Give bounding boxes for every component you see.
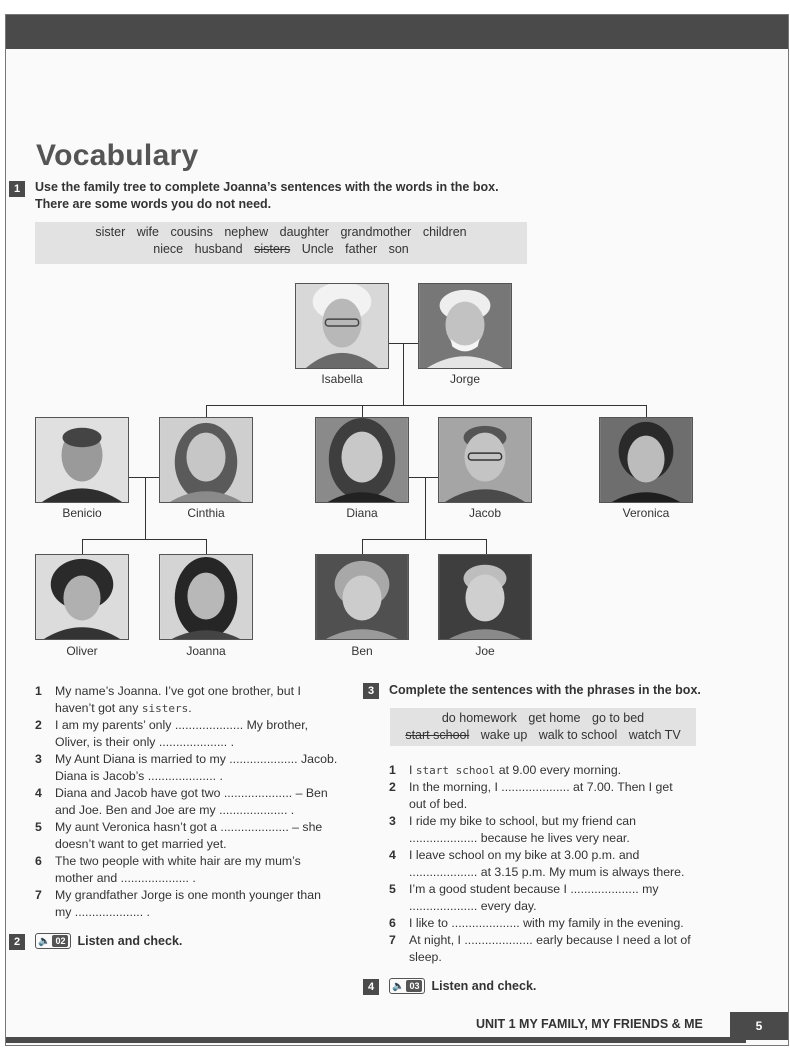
sentence-number: 6 (35, 854, 42, 868)
sentence-number: 4 (389, 848, 396, 862)
track-number: 02 (52, 935, 68, 947)
sentence-line: .................... every day. (409, 899, 537, 913)
sentence-line: My name’s Joanna. I’ve got one brother, but I (55, 684, 301, 698)
photo-joe (438, 554, 532, 640)
exercise-4-number: 4 (363, 979, 379, 995)
sentence-line: I leave school on my bike at 3.00 p.m. and (409, 848, 640, 862)
tree-line (403, 343, 404, 405)
sentence-line: .................... at 3.15 p.m. My mum is always there. (409, 865, 685, 879)
sentence-item (389, 813, 707, 847)
word-item: grandmother (340, 225, 412, 239)
sentence-item (389, 779, 707, 813)
sentence-text: I (409, 763, 416, 777)
exercise-3-sentences (389, 762, 707, 966)
name-joe: Joe (475, 644, 495, 658)
sentence-number: 6 (389, 916, 396, 930)
workbook-page (5, 14, 789, 1046)
track-number: 03 (406, 980, 422, 992)
sentence-number: 1 (389, 763, 396, 777)
phrase-item: get home (528, 711, 581, 725)
name-cinthia: Cinthia (187, 506, 225, 520)
sentence-line: I am my parents’ only .................... My brother, (55, 718, 309, 732)
example-answer: sisters (141, 702, 189, 715)
tree-line (362, 539, 363, 554)
example-answer: start school (415, 764, 496, 777)
sentence-line: My Aunt Diana is married to my .................... Jacob. (55, 752, 338, 766)
audio-track-badge[interactable] (35, 933, 71, 949)
sentence-number: 1 (35, 684, 42, 698)
portrait-placeholder (296, 284, 388, 368)
top-banner (6, 15, 788, 49)
sentence-line: sleep. (409, 950, 442, 964)
photo-benicio (35, 417, 129, 503)
word-item: husband (194, 242, 243, 256)
word-item: sister (95, 225, 126, 239)
sentence-number: 5 (389, 882, 396, 896)
name-oliver: Oliver (66, 644, 98, 658)
phrase-box (390, 708, 696, 746)
phrase-item-crossed: start school (405, 728, 470, 742)
photo-oliver (35, 554, 129, 640)
portrait-placeholder (36, 555, 128, 639)
sentence-number: 2 (389, 780, 396, 794)
exercise-3-number: 3 (363, 683, 379, 699)
sentence-line: .................... because he lives very near. (409, 831, 630, 845)
sentence-line: my .................... . (55, 905, 150, 919)
tree-line (486, 539, 487, 554)
photo-veronica (599, 417, 693, 503)
word-item: nephew (224, 225, 269, 239)
sentence-item (389, 762, 707, 779)
footer-bar (6, 1037, 746, 1043)
word-item: Uncle (301, 242, 334, 256)
sentence-item (35, 819, 353, 853)
sentence-number: 4 (35, 786, 42, 800)
word-box (35, 222, 527, 264)
photo-cinthia (159, 417, 253, 503)
phrase-row-1 (390, 710, 696, 727)
tree-line (362, 539, 486, 540)
sentence-line: doesn’t want to get married yet. (55, 837, 227, 851)
sentence-line: and Joe. Ben and Joe are my .................... . (55, 803, 295, 817)
sentence-line: mother and .................... . (55, 871, 196, 885)
tree-line (646, 405, 647, 417)
sentence-number: 7 (35, 888, 42, 902)
speaker-icon: 🔈 (392, 980, 405, 992)
sentence-text: haven’t got any (55, 701, 142, 715)
tree-line (389, 343, 419, 344)
tree-line (362, 405, 363, 417)
name-isabella: Isabella (321, 372, 363, 386)
portrait-placeholder (439, 555, 531, 639)
word-item-crossed: sisters (254, 242, 291, 256)
page-number: 5 (730, 1012, 788, 1040)
sentence-number: 7 (389, 933, 396, 947)
exercise-2-listen (35, 933, 182, 949)
sentence-number: 2 (35, 718, 42, 732)
phrase-item: walk to school (538, 728, 618, 742)
exercise-3-instruction: Complete the sentences with the phrases in the box. (389, 683, 701, 697)
tree-line (145, 477, 146, 539)
portrait-placeholder (316, 418, 408, 502)
portrait-placeholder (160, 418, 252, 502)
sentence-line: I’m a good student because I .................... my (409, 882, 659, 896)
phrase-item: do homework (441, 711, 517, 725)
sentence-item (389, 915, 707, 932)
sentence-number: 3 (35, 752, 42, 766)
sentence-text: . (188, 701, 192, 715)
sentence-item (389, 881, 707, 915)
exercise-2-number: 2 (9, 934, 25, 950)
exercise-1-sentences (35, 683, 353, 921)
word-item: cousins (170, 225, 213, 239)
sentence-line (409, 762, 707, 779)
sentence-line: out of bed. (409, 797, 468, 811)
word-item: children (422, 225, 467, 239)
listen-label: Listen and check. (431, 979, 537, 993)
name-veronica: Veronica (622, 506, 670, 520)
sentence-text: at 9.00 every morning. (495, 763, 622, 777)
sentence-item (35, 887, 353, 921)
sentence-line (55, 700, 353, 717)
name-benicio: Benicio (62, 506, 102, 520)
listen-label: Listen and check. (77, 934, 183, 948)
page-title: Vocabulary (36, 139, 199, 172)
instruction-line-2: There are some words you do not need. (35, 197, 272, 211)
audio-track-badge[interactable] (389, 978, 425, 994)
sentence-line: My aunt Veronica hasn’t got a .................... – she (55, 820, 323, 834)
word-row-1 (35, 224, 527, 241)
name-diana: Diana (346, 506, 378, 520)
portrait-placeholder (419, 284, 511, 368)
phrase-row-2 (390, 727, 696, 744)
portrait-placeholder (600, 418, 692, 502)
photo-diana (315, 417, 409, 503)
word-row-2 (35, 241, 527, 258)
sentence-line: At night, I .................... early because I need a lot of (409, 933, 691, 947)
word-item: wife (136, 225, 159, 239)
sentence-line: I like to .................... with my family in the evening. (409, 916, 684, 930)
exercise-1-number: 1 (9, 181, 25, 197)
sentence-item (35, 853, 353, 887)
tree-line (409, 477, 439, 478)
sentence-item (35, 751, 353, 785)
tree-line (129, 477, 159, 478)
sentence-line: Diana and Jacob have got two .................... – Ben (55, 786, 328, 800)
phrase-item: wake up (480, 728, 528, 742)
tree-line (206, 405, 207, 417)
word-item: father (345, 242, 378, 256)
name-jorge: Jorge (449, 372, 481, 386)
exercise-4-listen (389, 978, 536, 994)
exercise-1-instruction (35, 179, 499, 213)
sentence-item (35, 717, 353, 751)
name-ben: Ben (351, 644, 373, 658)
instruction-line-1: Use the family tree to complete Joanna’s sentences with the words in the box. (35, 180, 499, 194)
tree-line (206, 539, 207, 554)
photo-jorge (418, 283, 512, 369)
sentence-number: 5 (35, 820, 42, 834)
sentence-line: Diana is Jacob’s .................... . (55, 769, 223, 783)
sentence-line: My grandfather Jorge is one month younger than (55, 888, 321, 902)
sentence-line: The two people with white hair are my mum’s (55, 854, 301, 868)
word-item: daughter (279, 225, 329, 239)
sentence-line: I ride my bike to school, but my friend can (409, 814, 636, 828)
unit-title: UNIT 1 MY FAMILY, MY FRIENDS & ME (476, 1017, 703, 1031)
speaker-icon: 🔈 (38, 935, 51, 947)
sentence-item (389, 847, 707, 881)
sentence-item (35, 683, 353, 717)
name-joanna: Joanna (186, 644, 226, 658)
tree-line (82, 539, 83, 554)
photo-isabella (295, 283, 389, 369)
portrait-placeholder (316, 555, 408, 639)
tree-line (82, 539, 206, 540)
photo-joanna (159, 554, 253, 640)
photo-jacob (438, 417, 532, 503)
sentence-line: Oliver, is their only .................... . (55, 735, 235, 749)
phrase-item: go to bed (592, 711, 645, 725)
sentence-line: In the morning, I .................... at 7.00. Then I get (409, 780, 673, 794)
tree-line (425, 477, 426, 539)
sentence-number: 3 (389, 814, 396, 828)
phrase-item: watch TV (628, 728, 681, 742)
name-jacob: Jacob (468, 506, 502, 520)
word-item: niece (153, 242, 184, 256)
portrait-placeholder (439, 418, 531, 502)
sentence-item (35, 785, 353, 819)
photo-ben (315, 554, 409, 640)
word-item: son (388, 242, 409, 256)
portrait-placeholder (160, 555, 252, 639)
sentence-item (389, 932, 707, 966)
portrait-placeholder (36, 418, 128, 502)
tree-line (206, 405, 647, 406)
